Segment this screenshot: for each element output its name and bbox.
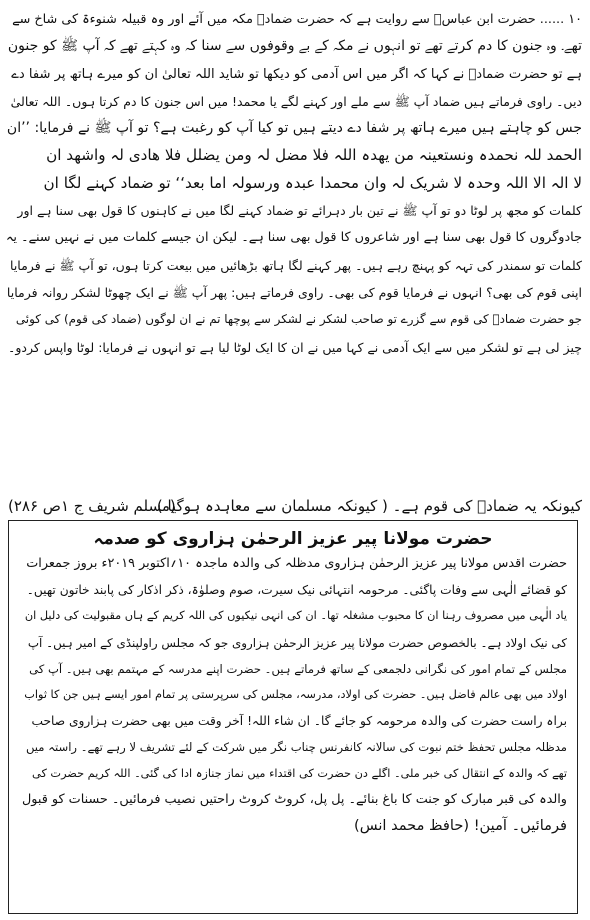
article-line: اپنی قوم کی بھی؟ انہوں نے فرمایا قوم کی بھی۔ راوی فرماتے ہیں: پھر آپ ﷺ نے ایک چھوٹا لشکر روانہ فرمایا [6, 284, 582, 300]
notice-signature: (حافظ محمد انس) [354, 816, 470, 834]
article-line: چیز لی ہے تو لشکر میں سے ایک آدمی نے کہا میں نے ان کا ایک لوٹا لیا ہے تو انہوں نے فرمایا: لوٹا واپس کردو۔ [8, 339, 582, 355]
article-line: کلمات تو سمندر کی تہہ کو پہنچ رہے ہیں۔ پھر کہنے لگا ہاتھ بڑھائیں میں بیعت کرتا ہوں، تو آپ ﷺ نے فرمایا [10, 257, 582, 273]
notice-line: اولاد میں بھی عالم فاضل ہیں۔ حضرت کی اولاد، مدرسہ، مجلس کی سرپرستی پر تمام امور ایسے ہیں جن کا ثواب [24, 687, 567, 701]
notice-line: براہ راست حضرت کی والدہ مرحومہ کو جائے گا۔ ان شاء اللہ! آخر وقت میں بھی حضرت ہزاروی صاحب [31, 714, 567, 729]
article-line: ہے تو حضرت ضمادؓ نے کہا کہ اگر میں اس آدمی کو دیکھا تو شاید اللہ تعالیٰ ان کو میرے ہاتھ پر شفا دے [11, 66, 582, 82]
article-line: جس کو چاہتے ہیں میرے ہاتھ پر شفا دے دیتے ہیں تو کیا آپ کو رغبت ہے؟ تو آپ ﷺ نے فرمایا: ’’ان [6, 120, 582, 137]
notice-line: مجلس کے تمام امور کی نگرانی دلجمعی کے ساتھ فرماتے ہیں۔ حضرت اپنے مدرسہ کے مہتمم بھی ہیں۔ آپ کی [29, 661, 567, 676]
notice-line: تھے کہ والدہ کے انتقال کی خبر ملی۔ اگلے دن حضرت کی اقتداء میں نماز جنازہ ادا کی گئی۔ اللہ کریم حضرت کی [32, 766, 567, 780]
article-line-arabic: الحمد للہ نحمدہ ونستعینہ من یھدہ اللہ فلا مضل لہ ومن یضلل فلا ھادی لہ واشھد ان [46, 146, 582, 165]
notice-line: یاد الٰہی میں مصروف رہنا ان کا محبوب مشغلہ تھا۔ ان کی انہی نیکیوں کی اللہ کریم کے ہاں مقبولیت کی دلیل ان [24, 609, 567, 623]
article-line: جو حضرت ضمادؓ کی قوم سے گزرے تو صاحب لشکر نے لشکر سے پوچھا تم نے ان لوگوں (ضماد کی قوم) کی کوئی [15, 312, 582, 327]
article-line: ۱۰ ...... حضرت ابن عباسؓ سے روایت ہے کہ حضرت ضمادؓ مکہ میں آئے اور وہ قبیلہ شنوءۃ کی شاخ سے [12, 12, 582, 27]
article-line: دیں۔ راوی فرماتے ہیں ضماد آپ ﷺ سے ملے اور کہنے لگے یا محمد! میں اس جنون کا دم کرتا ہوں۔ اللہ تعالیٰ [10, 93, 582, 109]
article-line-arabic: لا الہ الا اللہ وحدہ لا شریک لہ وان محمدا عبدہ ورسولہ اما بعد‘‘ تو ضماد کہنے لگا ان [43, 173, 582, 192]
notice-body [21, 551, 567, 839]
notice-last-line: فرمائیں۔ آمین! [473, 816, 567, 834]
citation: (مسلم شریف ج ۱ص ۲۸۶) [8, 497, 176, 515]
notice-line: کو قضائے الٰہی سے وفات پاگئی۔ مرحومہ انتہائی نیک سیرت، صوم وصلوٰۃ، ذکر اذکار کی پابند خاتون تھیں۔ [26, 583, 567, 598]
article-line: کلمات کو مجھ پر لوٹا دو تو آپ ﷺ نے تین بار دہرائے تو ضماد کہنے لگا میں نے کاہنوں کا قول بھی سنا ہے اور [17, 203, 582, 219]
hadith-article [6, 6, 582, 361]
notice-line [21, 813, 567, 839]
notice-title: حضرت مولانا پیر عزیز الرحمٰن ہزاروی کو صدمہ [93, 529, 493, 549]
notice-line: حضرت اقدس مولانا پیر عزیز الرحمٰن ہزاروی مدظلہ کی والدہ ماجدہ ۱۰؍اکتوبر ۲۰۱۹ء بروز جمعرات [26, 556, 567, 571]
notice-line: والدہ کی قبر مبارک کو جنت کا باغ بنائے۔ پل پل، کروٹ کروٹ راحتیں نصیب فرمائیں۔ حسنات کو قبول [21, 791, 567, 807]
condolence-notice-box [8, 520, 578, 914]
article-closing-line: کیونکہ یہ ضمادؓ کی قوم ہے۔ ( کیونکہ مسلمان سے معاہدہ ہوگیا ) [156, 497, 582, 515]
notice-line: کی نیک اولاد ہے۔ بالخصوص حضرت مولانا پیر عزیز الرحمٰن ہزاروی جو کہ مجلس راولپنڈی کے امیر ہیں۔ آپ [27, 635, 567, 650]
notice-line: مدظلہ مجلس تحفظ ختم نبوت کی سالانہ کانفرنس چناب نگر میں شرکت کے لئے تشریف لا رہے تھے۔ راستہ میں [25, 740, 567, 755]
article-line: تھے۔ وہ جنون کا دم کرتے تھے تو انہوں نے مکہ کے بے وقوفوں سے سنا کہ وہ کہتے تھے کہ آپ ﷺ کو جنون [7, 38, 582, 55]
article-closing-row [6, 495, 582, 517]
article-line: جادوگروں کا قول بھی سنا ہے اور شاعروں کا قول بھی سنا ہے۔ لیکن ان جیسے کلمات میں نے نہیں سنے۔ یہ [6, 230, 582, 246]
